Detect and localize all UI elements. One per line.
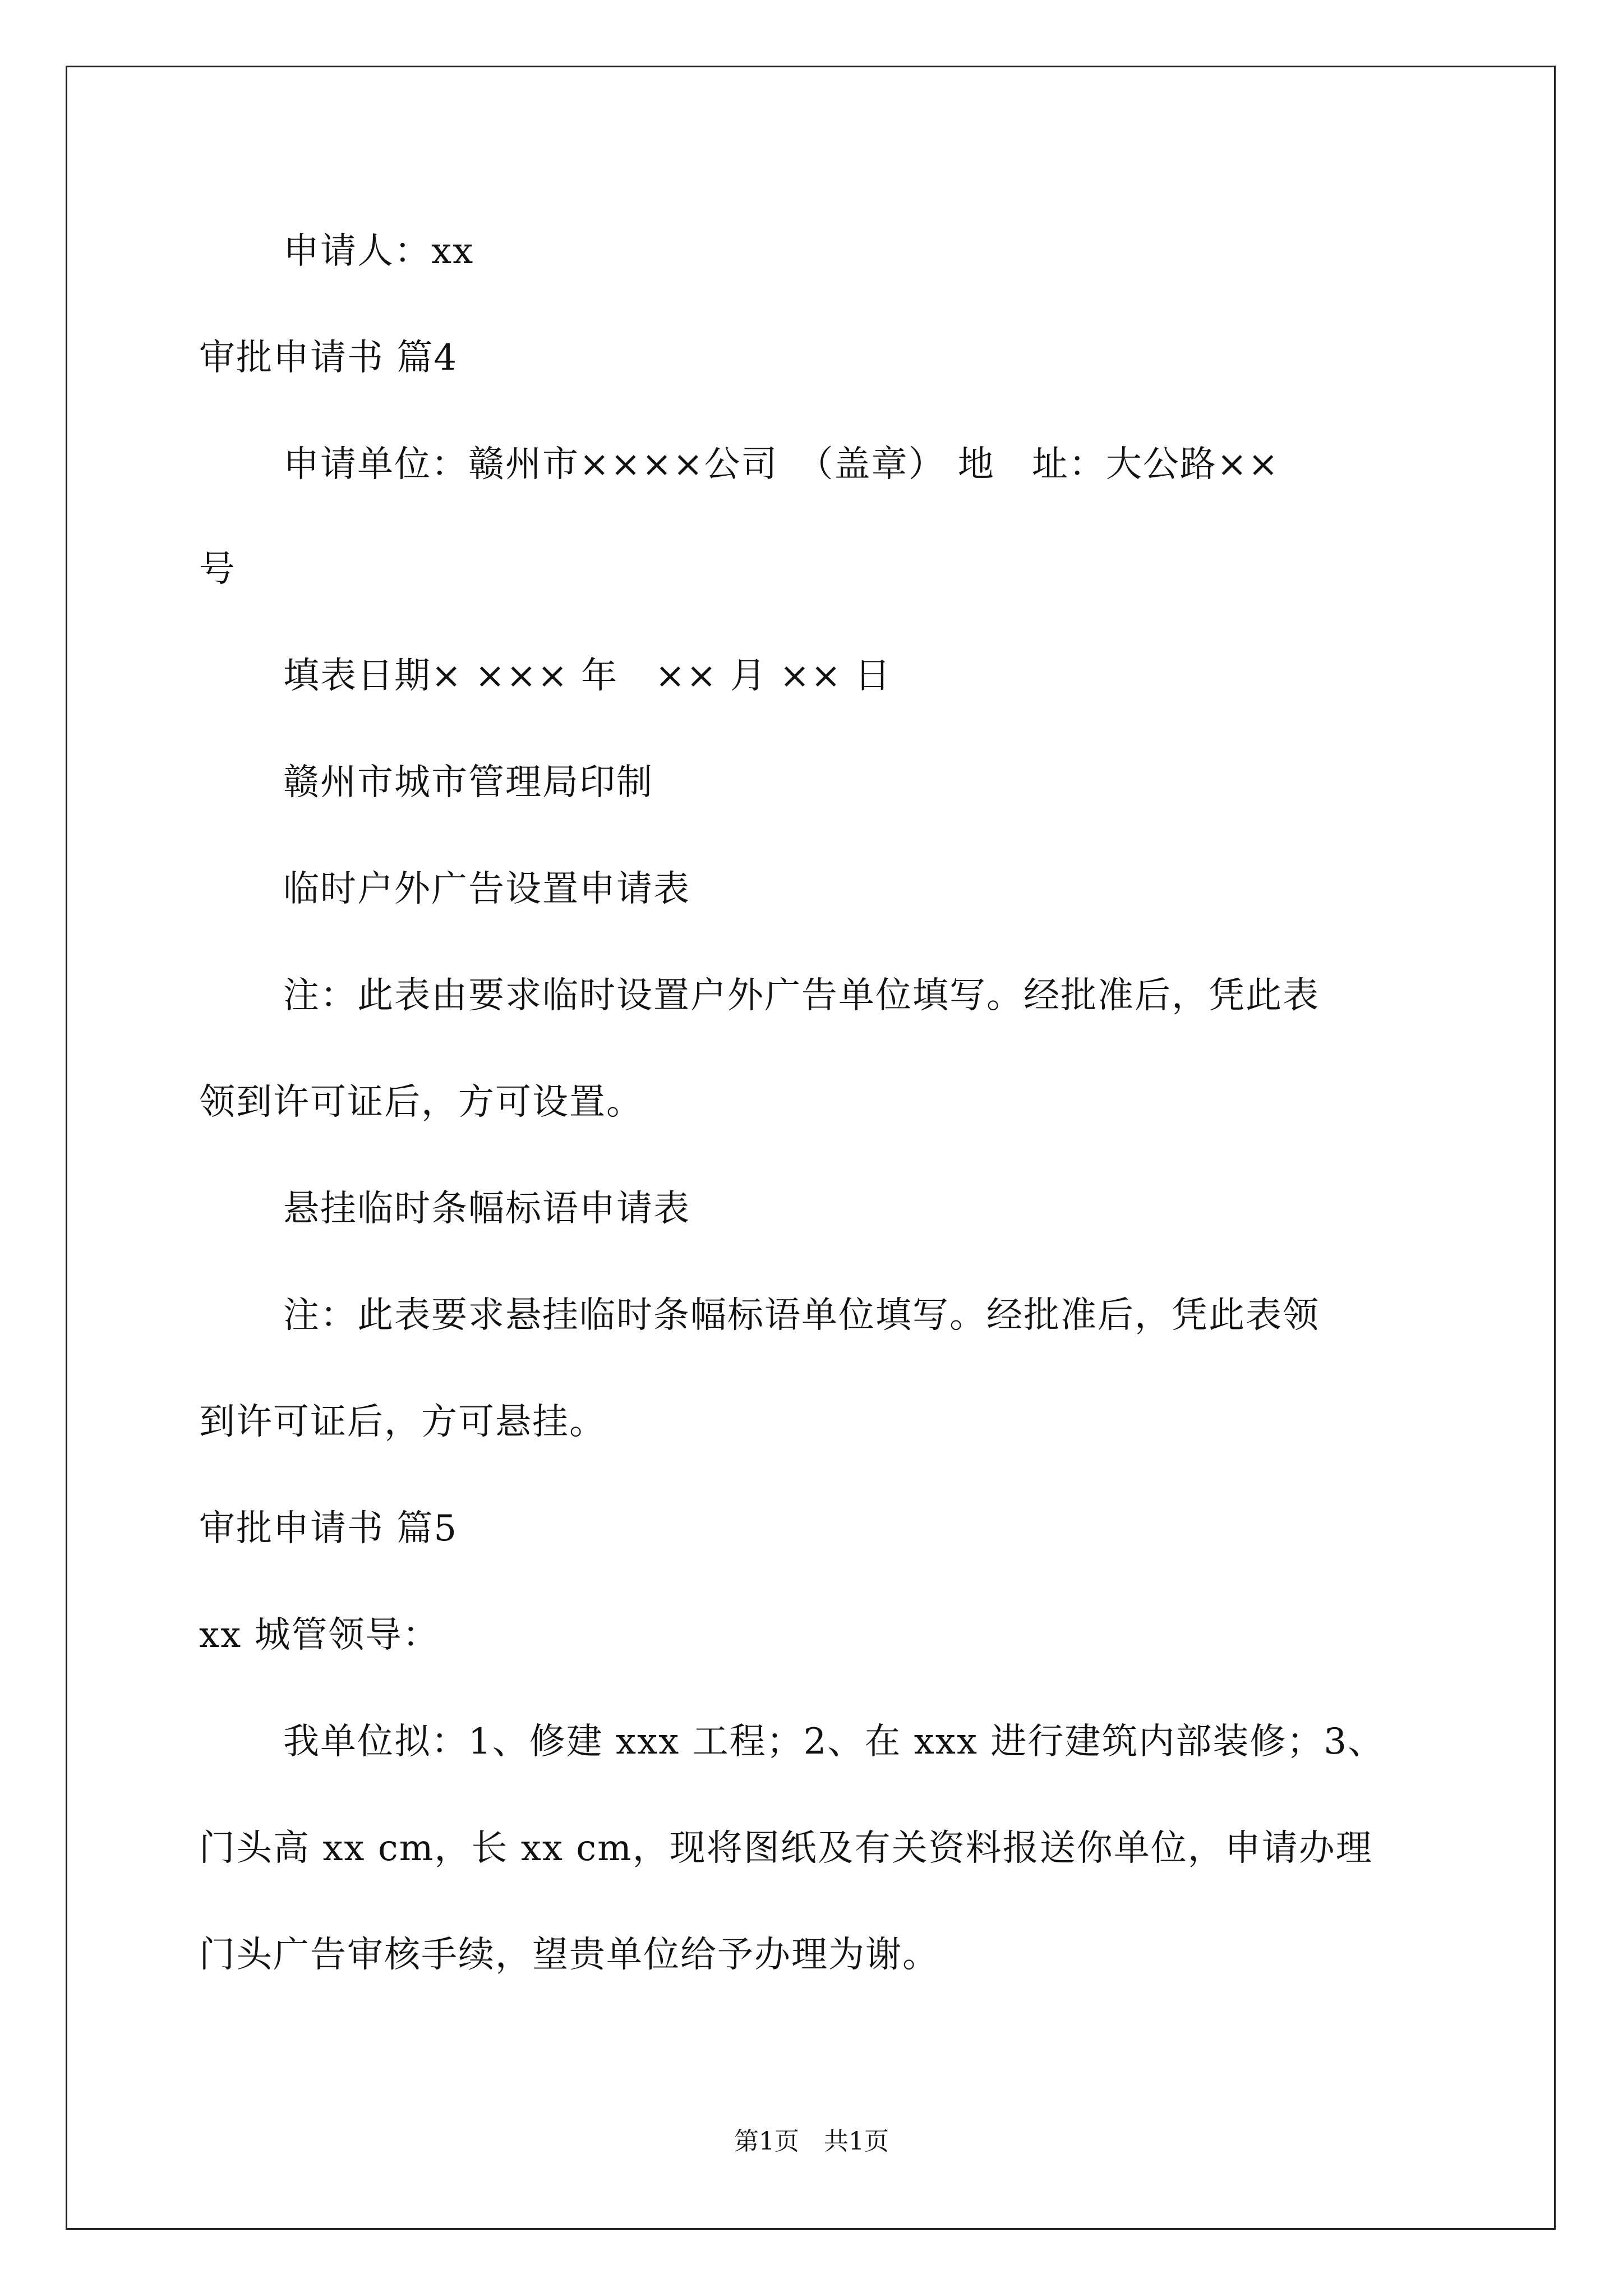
page-border [66,66,1556,2230]
form-title-outdoor-ad: 临时户外广告设置申请表 [283,868,690,910]
note-outdoor-ad-line-1: 注：此表由要求临时设置户外广告单位填写。经批准后，凭此表 [283,975,1320,1016]
section-heading-5: 审批申请书 篇5 [199,1508,458,1549]
address-continuation-line: 号 [199,549,236,590]
applicant-line: 申请人：xx [283,231,474,272]
note-banner-line-2: 到许可证后，方可悬挂。 [199,1401,606,1443]
applicant-unit-line: 申请单位：赣州市××××公司 （盖章） 地 址：大公路×× [283,444,1280,485]
page-footer: 第1页 共1页 [734,2127,889,2156]
issuer-line: 赣州市城市管理局印制 [283,762,653,803]
note-banner-line-1: 注：此表要求悬挂临时条幅标语单位填写。经批准后，凭此表领 [283,1295,1320,1336]
body-line-3: 门头广告审核手续，望贵单位给予办理为谢。 [199,1934,939,1976]
note-outdoor-ad-line-2: 领到许可证后，方可设置。 [199,1082,643,1123]
section-heading-4: 审批申请书 篇4 [199,337,458,379]
fill-date-line: 填表日期× ××× 年 ×× 月 ×× 日 [283,655,892,697]
salutation-line: xx 城管领导： [199,1614,440,1656]
body-line-2: 门头高 xx cm，长 xx cm，现将图纸及有关资料报送你单位，申请办理 [199,1828,1373,1869]
form-title-banner: 悬挂临时条幅标语申请表 [283,1188,690,1230]
body-line-1: 我单位拟：1、修建 xxx 工程；2、在 xxx 进行建筑内部装修；3、 [283,1721,1385,1763]
